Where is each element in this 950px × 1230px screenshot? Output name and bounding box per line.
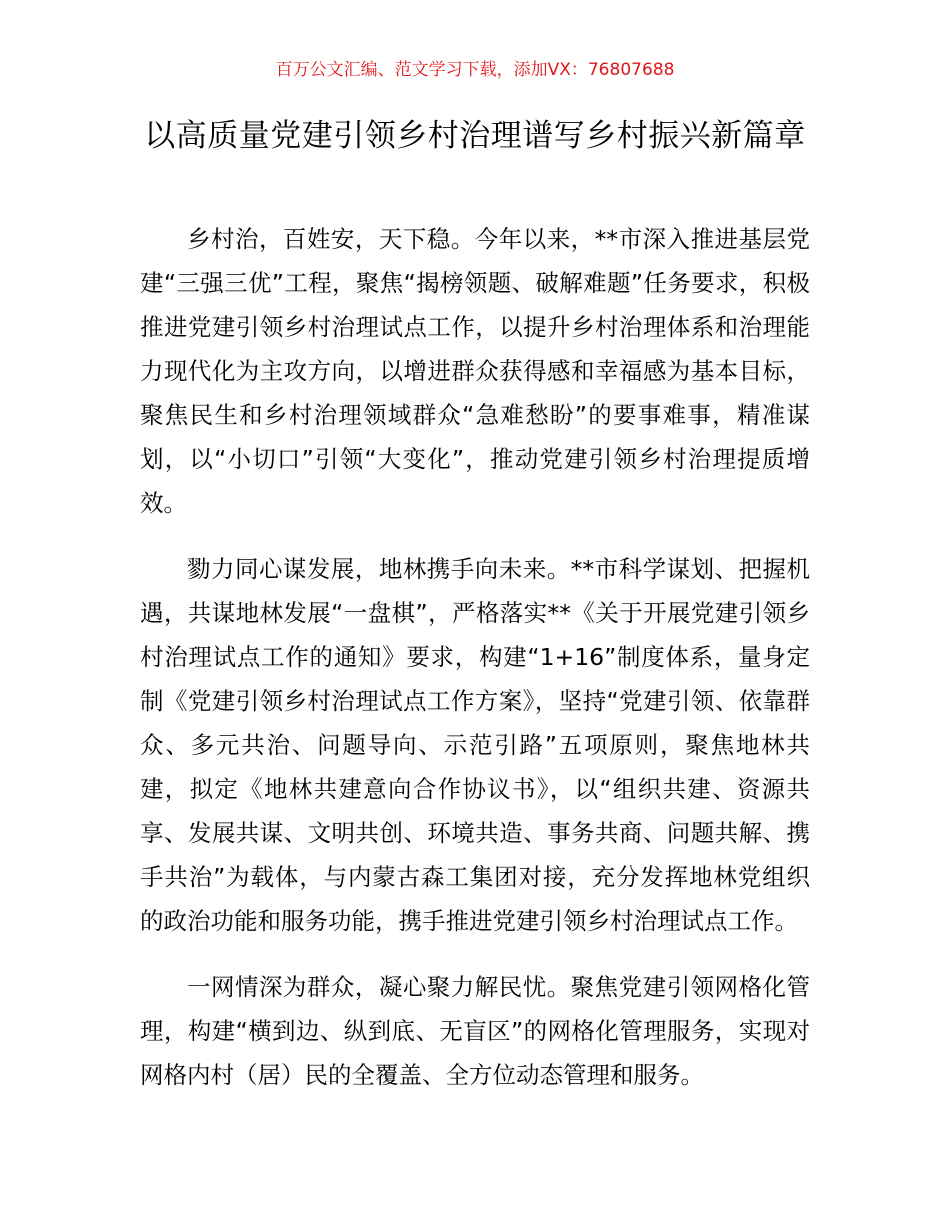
paragraph-2: 勠力同心谋发展，地林携手向未来。**市科学谋划、把握机遇，共谋地林发展“一盘棋”，严格落实**《关于开展党建引领乡村治理试点工作的通知》要求，构建“1+16”制度体系，量身定制《党建引领乡村治理试点工作方案》，坚持“党建引领、依靠群众、多元共治、问题导向、示范引路”五项原则，聚焦地林共建，拟定《地林共建意向合作协议书》，以“组织共建、资源共享、发展共谋、文明共创、环境共造、事务共商、问题共解、携手共治”为载体，与内蒙古森工集团对接，充分发挥地林党组织的政治功能和服务功能，携手推进党建引领乡村治理试点工作。 bbox=[140, 555, 810, 935]
header-watermark-note: 百万公文汇编、范文学习下载，添加VX：76807688 bbox=[275, 60, 675, 80]
document-body bbox=[140, 217, 810, 1119]
paragraph-3: 一网情深为群众，凝心聚力解民忧。聚焦党建引领网格化管理，构建“横到边、纵到底、无盲区”的网格化管理服务，实现对网格内村（居）民的全覆盖、全方位动态管理和服务。 bbox=[140, 973, 810, 1089]
paragraph-1: 乡村治，百姓安，天下稳。今年以来，**市深入推进基层党建“三强三优”工程，聚焦“揭榜领题、破解难题”任务要求，积极推进党建引领乡村治理试点工作，以提升乡村治理体系和治理能力现代化为主攻方向，以增进群众获得感和幸福感为基本目标，聚焦民生和乡村治理领域群众“急难愁盼”的要事难事，精准谋划，以“小切口”引领“大变化”，推动党建引领乡村治理提质增效。 bbox=[140, 225, 810, 517]
page-title: 以高质量党建引领乡村治理谱写乡村振兴新篇章 bbox=[144, 118, 806, 154]
